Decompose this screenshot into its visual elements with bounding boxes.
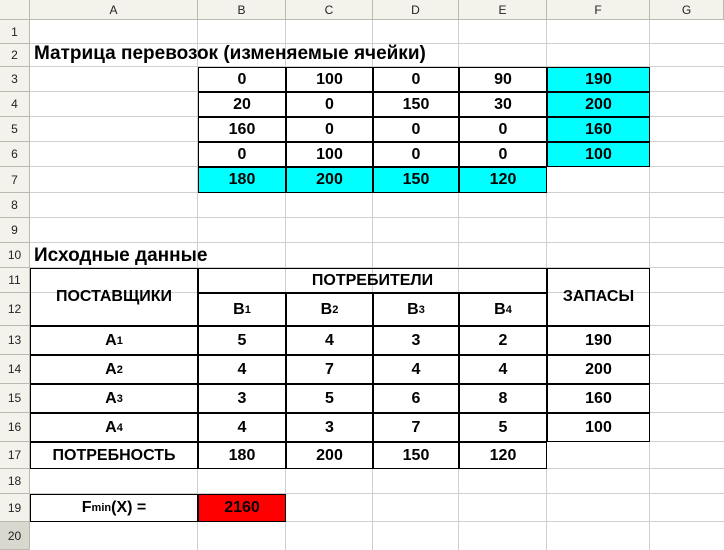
gridline-row [30, 217, 724, 218]
row-header-1[interactable]: 1 [0, 20, 30, 44]
consumer-label[interactable]: B 1 [198, 293, 286, 326]
row-header-10[interactable]: 10 [0, 243, 30, 268]
matrix-cell[interactable]: 90 [459, 67, 547, 92]
row-header-7[interactable]: 7 [0, 167, 30, 193]
consumer-label[interactable]: B 2 [286, 293, 373, 326]
cost-cell[interactable]: 5 [459, 413, 547, 442]
matrix-cell[interactable]: 0 [459, 117, 547, 142]
row-header-9[interactable]: 9 [0, 218, 30, 243]
matrix-col-sum[interactable]: 180 [198, 167, 286, 193]
consumer-label[interactable]: B 3 [373, 293, 459, 326]
matrix-cell[interactable]: 0 [286, 92, 373, 117]
cost-cell[interactable]: 4 [198, 413, 286, 442]
matrix-cell[interactable]: 0 [198, 142, 286, 167]
stock-cell[interactable]: 190 [547, 326, 650, 355]
row-header-17[interactable]: 17 [0, 442, 30, 469]
select-all-corner[interactable] [0, 0, 30, 20]
consumer-label[interactable]: B 4 [459, 293, 547, 326]
column-header-d[interactable]: D [373, 0, 459, 20]
demand-cell[interactable]: 150 [373, 442, 459, 469]
matrix-cell[interactable]: 0 [198, 67, 286, 92]
demand-label[interactable]: ПОТРЕБНОСТЬ [30, 442, 198, 469]
matrix-col-sum[interactable]: 150 [373, 167, 459, 193]
matrix-cell[interactable]: 100 [286, 67, 373, 92]
supplier-label[interactable]: A 3 [30, 384, 198, 413]
cost-cell[interactable]: 4 [373, 355, 459, 384]
source-data-title: Исходные данные [34, 245, 208, 266]
suppliers-header[interactable]: ПОСТАВЩИКИ [30, 268, 198, 326]
column-header-g[interactable]: G [650, 0, 724, 20]
column-header-a[interactable]: A [30, 0, 198, 20]
column-header-b[interactable]: B [198, 0, 286, 20]
matrix-row-sum[interactable]: 100 [547, 142, 650, 167]
matrix-cell[interactable]: 0 [459, 142, 547, 167]
stock-cell[interactable]: 100 [547, 413, 650, 442]
cost-cell[interactable]: 5 [198, 326, 286, 355]
stock-cell[interactable]: 160 [547, 384, 650, 413]
row-header-4[interactable]: 4 [0, 92, 30, 117]
matrix-cell[interactable]: 30 [459, 92, 547, 117]
column-header-f[interactable]: F [547, 0, 650, 20]
row-header-14[interactable]: 14 [0, 355, 30, 384]
matrix-row-sum[interactable]: 160 [547, 117, 650, 142]
row-header-11[interactable]: 11 [0, 268, 30, 293]
stock-cell[interactable]: 200 [547, 355, 650, 384]
gridline-row [30, 242, 724, 243]
matrix-cell[interactable]: 20 [198, 92, 286, 117]
matrix-cell[interactable]: 0 [373, 117, 459, 142]
row-header-8[interactable]: 8 [0, 193, 30, 218]
cost-cell[interactable]: 6 [373, 384, 459, 413]
row-header-16[interactable]: 16 [0, 413, 30, 442]
matrix-col-sum[interactable]: 200 [286, 167, 373, 193]
supplier-label[interactable]: A 1 [30, 326, 198, 355]
matrix-cell[interactable]: 150 [373, 92, 459, 117]
matrix-row-sum[interactable]: 200 [547, 92, 650, 117]
row-header-13[interactable]: 13 [0, 326, 30, 355]
demand-cell[interactable]: 120 [459, 442, 547, 469]
row-header-2[interactable]: 2 [0, 44, 30, 67]
matrix-cell[interactable]: 160 [198, 117, 286, 142]
cost-cell[interactable]: 5 [286, 384, 373, 413]
cost-cell[interactable]: 2 [459, 326, 547, 355]
matrix-cell[interactable]: 0 [373, 67, 459, 92]
row-header-15[interactable]: 15 [0, 384, 30, 413]
stock-header[interactable]: ЗАПАСЫ [547, 268, 650, 326]
supplier-label[interactable]: A 2 [30, 355, 198, 384]
row-header-20[interactable]: 20 [0, 522, 30, 550]
row-header-12[interactable]: 12 [0, 293, 30, 326]
matrix-col-sum[interactable]: 120 [459, 167, 547, 193]
cost-cell[interactable]: 7 [373, 413, 459, 442]
cost-cell[interactable]: 4 [198, 355, 286, 384]
objective-label[interactable]: F min (X) = [30, 494, 198, 522]
cost-cell[interactable]: 3 [373, 326, 459, 355]
row-header-18[interactable]: 18 [0, 469, 30, 494]
matrix-row-sum[interactable]: 190 [547, 67, 650, 92]
supplier-label[interactable]: A 4 [30, 413, 198, 442]
cost-cell[interactable]: 8 [459, 384, 547, 413]
cost-cell[interactable]: 4 [286, 326, 373, 355]
consumers-header[interactable]: ПОТРЕБИТЕЛИ [198, 268, 547, 293]
row-header-3[interactable]: 3 [0, 67, 30, 92]
cost-cell[interactable]: 3 [198, 384, 286, 413]
row-header-6[interactable]: 6 [0, 142, 30, 167]
matrix-cell[interactable]: 100 [286, 142, 373, 167]
matrix-title: Матрица перевозок (изменяемые ячейки) [34, 43, 426, 64]
column-header-c[interactable]: C [286, 0, 373, 20]
objective-value[interactable]: 2160 [198, 494, 286, 522]
demand-cell[interactable]: 180 [198, 442, 286, 469]
row-header-19[interactable]: 19 [0, 494, 30, 522]
cost-cell[interactable]: 4 [459, 355, 547, 384]
matrix-cell[interactable]: 0 [286, 117, 373, 142]
cost-cell[interactable]: 3 [286, 413, 373, 442]
column-header-e[interactable]: E [459, 0, 547, 20]
row-header-5[interactable]: 5 [0, 117, 30, 142]
demand-cell[interactable]: 200 [286, 442, 373, 469]
cost-cell[interactable]: 7 [286, 355, 373, 384]
matrix-cell[interactable]: 0 [373, 142, 459, 167]
